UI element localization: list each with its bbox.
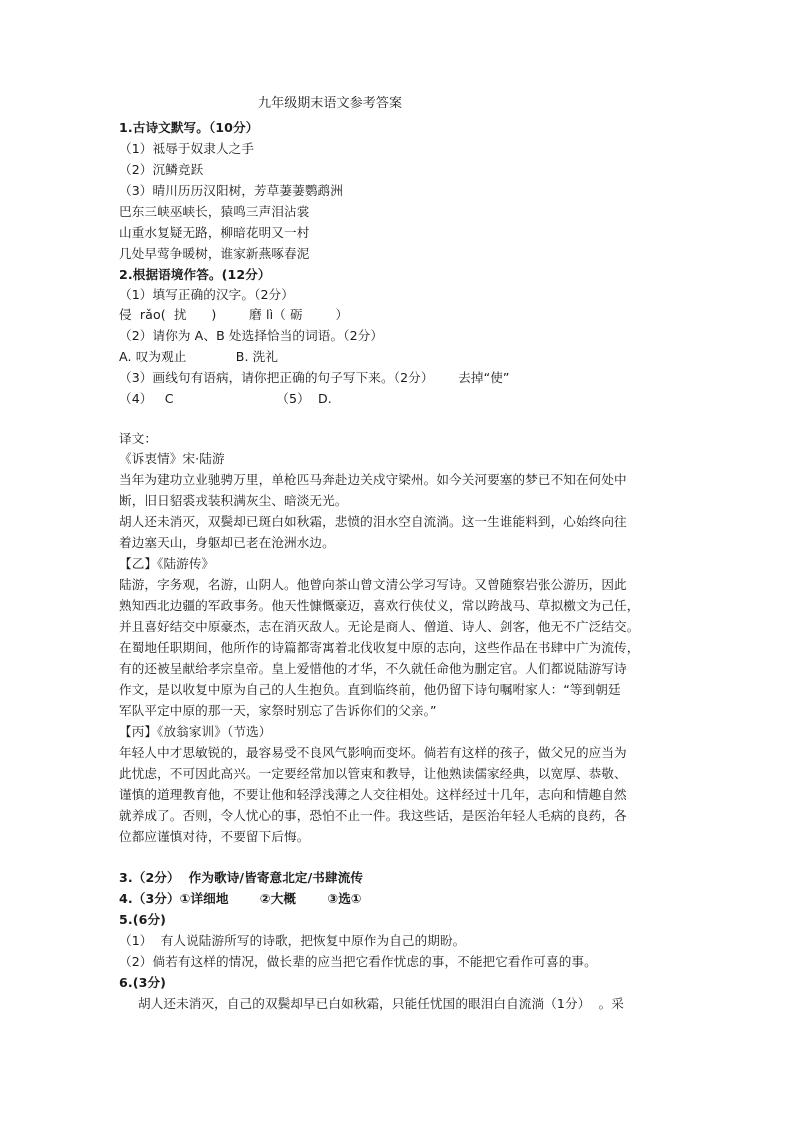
q1-line-3: （3）晴川历历汉阳树，芳草萋萋鹦鹉洲 bbox=[119, 183, 343, 198]
translation-a-line-2: 断，旧日貂裘戎装积满灰尘、暗淡无光。 bbox=[119, 493, 348, 508]
q2-line-1: （1）填写正确的汉字。（2分） bbox=[119, 287, 294, 302]
translation-b-line-6: 作文，是以收复中原为自己的人生抱负。直到临终前，他仍留下诗句嘱咐家人：“等到朝廷 bbox=[119, 682, 621, 697]
q5-heading: 5.(6分) bbox=[119, 912, 167, 927]
page-title: 九年级期末语文参考答案 bbox=[258, 96, 403, 111]
q1-line-5: 山重水复疑无路，柳暗花明又一村 bbox=[119, 225, 310, 240]
translation-c-line-1: 年轻人中才思敏锐的，最容易受不良风气影响而变坏。倘若有这样的孩子，做父兄的应当为 bbox=[119, 745, 627, 760]
translation-b-line-4: 在蜀地任职期间，他所作的诗篇都寄寓着北伐收复中原的志向，这些作品在书肆中广为流传， bbox=[119, 640, 640, 655]
translation-c-line-3: 谨慎的道理教育他，不要让他和轻浮浅薄之人交往相处。这样经过十几年，志向和情趣自然 bbox=[119, 787, 627, 802]
q4-answer: 4.（3分）①详细地 ②大概 ③选① bbox=[119, 891, 362, 906]
text-b-title: 【乙】《陆游传》 bbox=[119, 556, 215, 571]
translation-b-line-5: 有的还被呈献给孝宗皇帝。皇上爱惜他的才华，不久就任命他为删定官。人们都说陆游写诗 bbox=[119, 661, 627, 676]
text-c-title: 【丙】《放翁家训》（节选） bbox=[119, 724, 272, 739]
q1-heading: 1.古诗文默写。（10分） bbox=[119, 120, 259, 135]
translation-a-line-3: 胡人还未消灭，双鬓却已斑白如秋霜，悲愤的泪水空自流淌。这一生谁能料到，心始终向往 bbox=[119, 514, 627, 529]
q1-line-4: 巴东三峡巫峡长，猿鸣三声泪沾裳 bbox=[119, 204, 310, 219]
translation-b-line-2: 熟知西北边疆的军政事务。他天性慷慨豪迈，喜欢行侠仗义，常以跨战马、草拟檄文为己任， bbox=[119, 598, 640, 613]
translation-a-line-1: 当年为建功立业驰骋万里，单枪匹马奔赴边关戍守梁州。如今关河要塞的梦已不知在何处中 bbox=[119, 472, 627, 487]
q1-line-1: （1）祗辱于奴隶人之手 bbox=[119, 141, 255, 156]
q3-answer: 3.（2分） 作为歌诗/皆寄意北定/书肆流传 bbox=[119, 870, 364, 885]
q2-line-4: A. 叹为观止 B. 洗礼 bbox=[119, 349, 279, 364]
translation-b-line-7: 军队平定中原的那一天，家祭时别忘了告诉你们的父亲。” bbox=[119, 703, 437, 718]
translation-c-line-4: 就养成了。否则，令人忧心的事，恐怕不止一件。我这些话，是医治年轻人毛病的良药，各 bbox=[119, 808, 627, 823]
q2-heading: 2.根据语境作答。(12分） bbox=[119, 267, 271, 282]
q1-line-6: 几处早莺争暖树，谁家新燕啄春泥 bbox=[119, 246, 310, 261]
translation-a-line-4: 着边塞天山，身躯却已老在沧洲水边。 bbox=[119, 535, 335, 550]
translation-c-line-5: 位都应谨慎对待，不要留下后悔。 bbox=[119, 829, 310, 844]
translation-heading: 译文： bbox=[119, 431, 158, 446]
q2-line-5: （3）画线句有语病，请你把正确的句子写下来。（2分） 去掉“使” bbox=[119, 370, 510, 385]
translation-b-line-1: 陆游，字务观，名游，山阴人。他曾向茶山曾文清公学习写诗。又曾随察岩张公游历，因此 bbox=[119, 577, 627, 592]
q2-line-6: （4） C （5） D. bbox=[119, 391, 332, 406]
translation-c-line-2: 此忧虑，不可因此高兴。一定要经常加以管束和教导，让他熟读儒家经典，以宽厚、恭敬、 bbox=[119, 766, 627, 781]
poem-a-title: 《诉衷情》宋·陆游 bbox=[119, 451, 225, 466]
q5-line-1: （1） 有人说陆游所写的诗歌，把恢复中原作为自己的期盼。 bbox=[119, 933, 466, 948]
q6-heading: 6.(3分) bbox=[119, 975, 167, 990]
translation-b-line-3: 并且喜好结交中原豪杰，志在消灭敌人。无论是商人、僧道、诗人、剑客，他无不广泛结交。 bbox=[119, 619, 640, 634]
q1-line-2: （2）沉鳞竞跃 bbox=[119, 162, 204, 177]
q2-line-3: （2）请你为 A、B 处选择恰当的词语。（2分） bbox=[119, 328, 384, 343]
q6-line-1: 胡人还未消灭，自己的双鬓却早已白如秋霜，只能任忧国的眼泪白自流淌（1分） 。采 bbox=[138, 996, 624, 1011]
q2-line-2: 侵 rǎo( 扰 ) 磨 lì（ 砺 ） bbox=[119, 307, 349, 322]
q5-line-2: （2）倘若有这样的情况，做长辈的应当把它看作忧虑的事，不能把它看作可喜的事。 bbox=[119, 954, 597, 969]
